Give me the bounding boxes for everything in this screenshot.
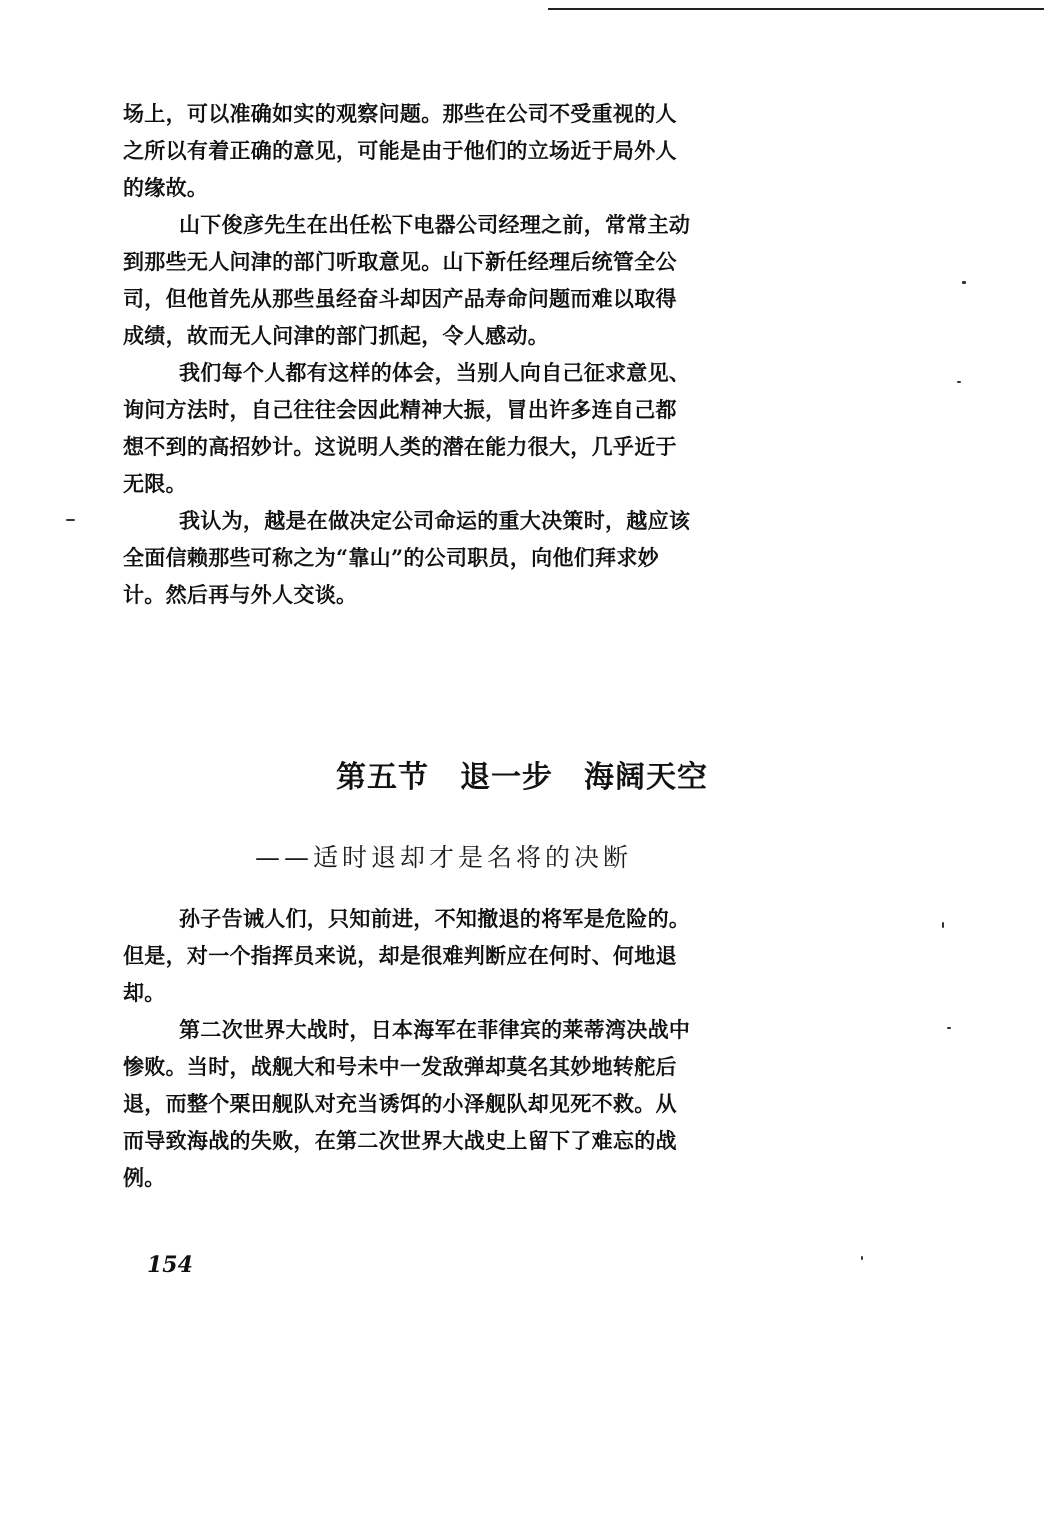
scan-speck — [66, 519, 75, 521]
paragraph-line: 到那些无人问津的部门听取意见。山下新任经理后统管全公 — [123, 249, 677, 274]
page-number: 154 — [147, 1252, 193, 1278]
paragraph-line: 全面信赖那些可称之为“靠山”的公司职员，向他们拜求妙 — [123, 545, 659, 570]
paragraph-line: 我认为，越是在做决定公司命运的重大决策时，越应该 — [179, 508, 691, 533]
paragraph-line: 惨败。当时，战舰大和号未中一发敌弹却莫名其妙地转舵后 — [123, 1054, 677, 1079]
paragraph-line: 山下俊彦先生在出任松下电器公司经理之前，常常主动 — [179, 212, 691, 237]
scan-speck — [962, 281, 966, 284]
section-title: 第五节 退一步 海阔天空 — [336, 760, 708, 795]
paragraph-line: 计。然后再与外人交谈。 — [123, 582, 358, 607]
paragraph-line: 询问方法时，自己往往会因此精神大振，冒出许多连自己都 — [123, 397, 677, 422]
paragraph-line: 孙子告诫人们，只知前进，不知撤退的将军是危险的。 — [179, 906, 691, 931]
paragraph-line: 成绩，故而无人问津的部门抓起，令人感动。 — [123, 323, 549, 348]
paragraph-line: 想不到的高招妙计。这说明人类的潜在能力很大，几乎近于 — [123, 434, 677, 459]
body-text-top — [123, 95, 845, 613]
top-edge-rule — [548, 8, 1044, 10]
paragraph-line: 的缘故。 — [123, 175, 209, 200]
body-text-bottom — [123, 900, 845, 1196]
scan-speck — [861, 1256, 863, 1260]
paragraph-line: 但是，对一个指挥员来说，却是很难判断应在何时、何地退 — [123, 943, 677, 968]
paragraph-line: 而导致海战的失败，在第二次世界大战史上留下了难忘的战 — [123, 1128, 677, 1153]
section-subtitle: ——适时退却才是名将的决断 — [255, 843, 633, 872]
scan-speck — [947, 1027, 951, 1029]
paragraph-line: 却。 — [123, 980, 166, 1005]
paragraph-line: 无限。 — [123, 471, 187, 496]
scan-speck — [942, 922, 944, 928]
paragraph-line: 第二次世界大战时，日本海军在菲律宾的莱蒂湾决战中 — [179, 1017, 691, 1042]
paragraph-line: 司，但他首先从那些虽经奋斗却因产品寿命问题而难以取得 — [123, 286, 677, 311]
paragraph-line: 我们每个人都有这样的体会，当别人向自己征求意见、 — [179, 360, 691, 385]
paragraph-line: 之所以有着正确的意见，可能是由于他们的立场近于局外人 — [123, 138, 677, 163]
paragraph-line: 退，而整个栗田舰队对充当诱饵的小泽舰队却见死不救。从 — [123, 1091, 677, 1116]
scan-speck — [957, 381, 961, 383]
paragraph-line: 场上，可以准确如实的观察问题。那些在公司不受重视的人 — [123, 101, 677, 126]
paragraph-line: 例。 — [123, 1165, 166, 1190]
